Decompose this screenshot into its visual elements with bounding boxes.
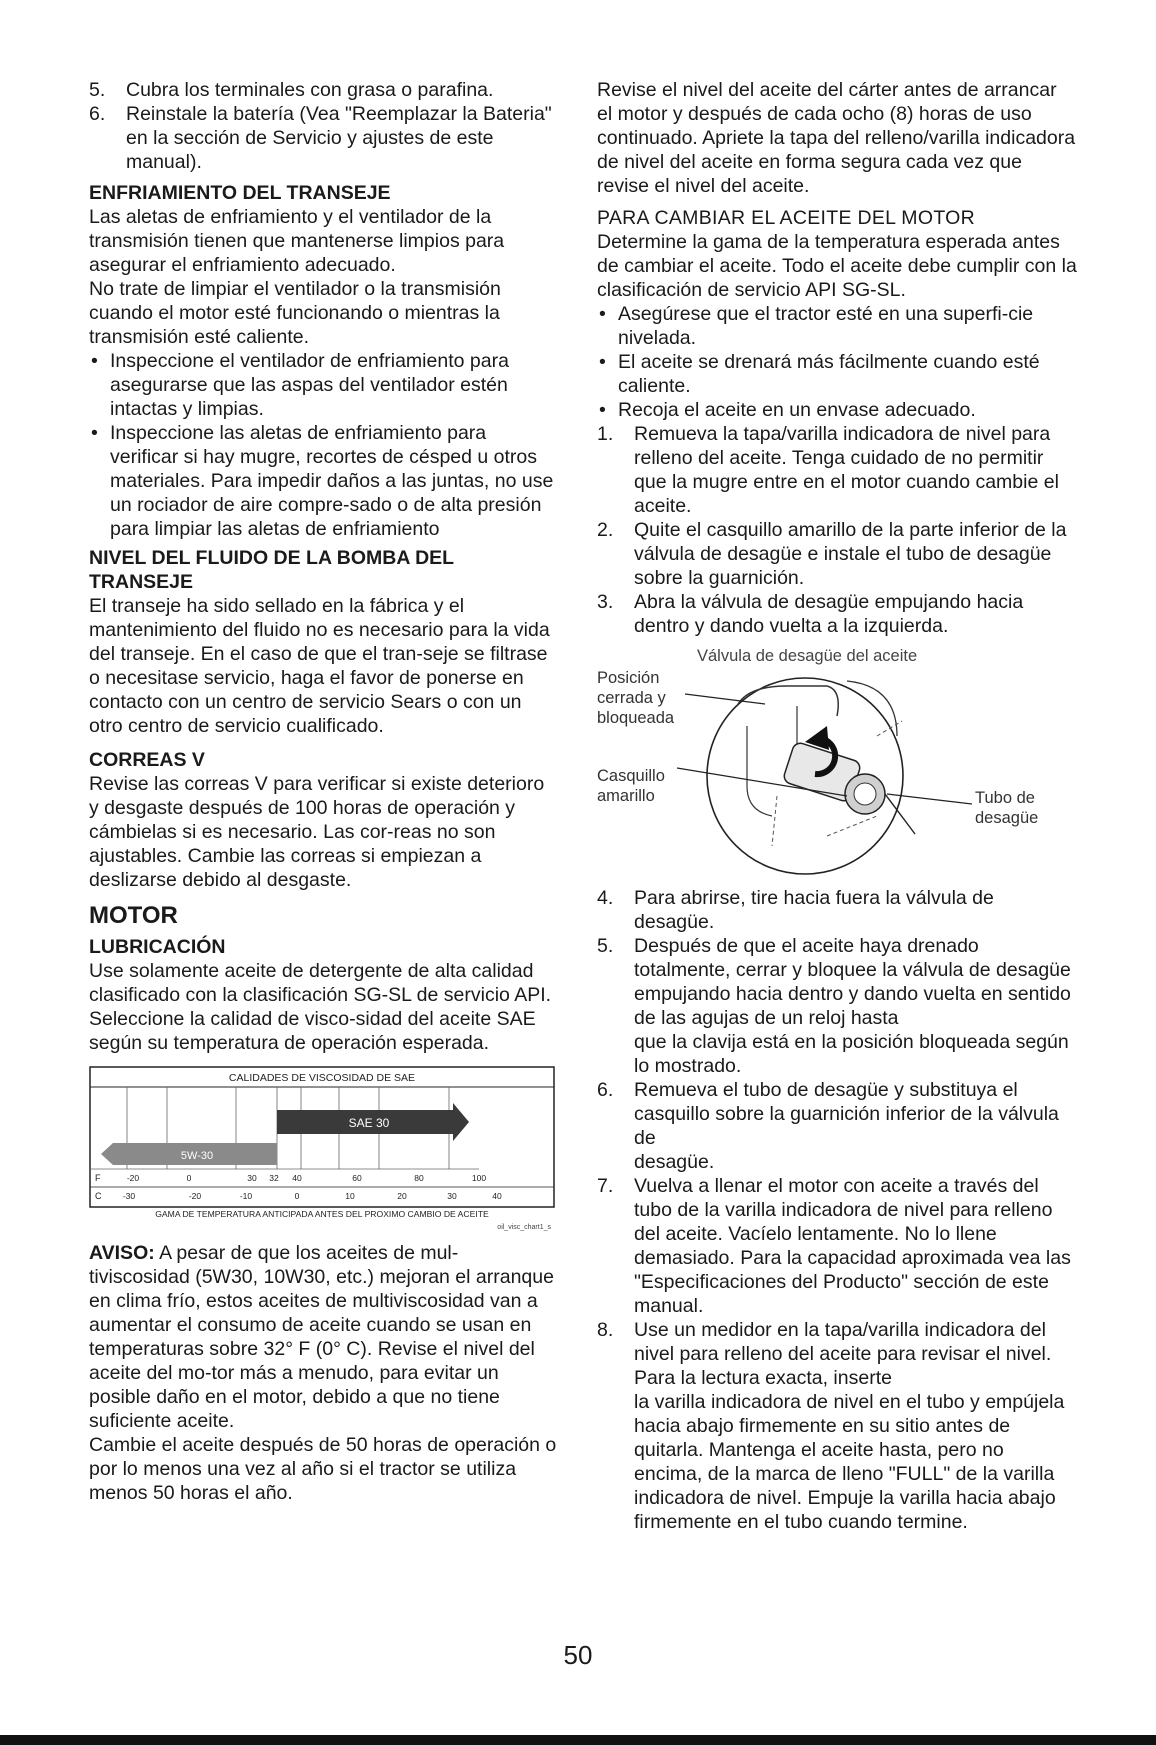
bullet-list <box>597 302 1077 422</box>
list-item: 6. Reinstale la batería (Vea "Reemplazar la Bateria" en la sección de Servicio y ajustes de este manual). <box>89 103 552 173</box>
list-item: 2. Quite el casquillo amarillo de la parte inferior de la válvula de desagüe e instale el tubo de desagüe sobre la guarnición. <box>597 519 1067 589</box>
tick-label: 10 <box>345 1191 355 1201</box>
drain-tube-label: Tubo de desagüe <box>975 789 1039 827</box>
tick-label: 80 <box>414 1173 424 1183</box>
paragraph: Revise las correas V para verificar si existe deterioro y desgaste después de 100 horas de operación y cámbielas si es necesario. Las cor-reas no son ajustables. Cambie las correas si empiezan a deslizarse debido al desgaste. <box>89 773 545 891</box>
page-number: 50 <box>563 1640 593 1670</box>
list-item: • El aceite se drenará más fácilmente cuando esté caliente. <box>599 351 1040 397</box>
bullet-list <box>89 349 559 541</box>
chart-footer: GAMA DE TEMPERATURA ANTICIPADA ANTES DEL PROXIMO CAMBIO DE ACEITE <box>155 1209 489 1219</box>
list-item: 3. Abra la válvula de desagüe empujando hacia dentro y dando vuelta a la izquierda. <box>597 591 1024 637</box>
tick-label: 40 <box>492 1191 502 1201</box>
list-item: 6. Remueva el tubo de desagüe y substituya el casquillo sobre la guarnición inferior de la válvula de desagüe. <box>597 1079 1059 1173</box>
left-column <box>89 78 559 1505</box>
bottom-rule <box>0 1735 1156 1745</box>
c-label: C <box>95 1191 102 1201</box>
paragraph: El transeje ha sido sellado en la fábrica y el mantenimiento del fluido no es necesario para la vida del transeje. En el caso de que el tran-seje se filtrase o necesitase servicio, haga el favor de ponerse en contacto con un centro de servicio Sears o con un otro centro de servicio cualificado. <box>89 595 550 737</box>
list-item: 8. Use un medidor en la tapa/varilla indicadora del nivel para relleno del aceite para revisar el nivel. Para la lectura exacta, inserte la varilla indicadora de nivel en el tubo y empújela hacia abajo firmemente en su sitio antes de quitarla. Mantenga el aceite hasta, pero no encima, de la marca de lleno "FULL" de la varilla indicadora de nivel. Empuje la varilla hacia abajo firmemente en el tubo cuando termine. <box>597 1319 1065 1533</box>
chart-code: oil_visc_chart1_s <box>497 1224 551 1231</box>
tick-label: -10 <box>239 1191 253 1201</box>
viscosity-chart <box>89 1065 557 1233</box>
list-item: 5. Cubra los terminales con grasa o parafina. <box>89 79 494 101</box>
section-heading-nivel: NIVEL DEL FLUIDO DE LA BOMBA DEL TRANSEJE <box>89 547 454 593</box>
paragraph: Cambie el aceite después de 50 horas de operación o por lo menos una vez al año si el tractor se utiliza menos 50 horas el año. <box>89 1434 557 1504</box>
tick-label: 100 <box>471 1173 487 1183</box>
paragraph: Revise el nivel del aceite del cárter antes de arrancar el motor y después de cada ocho (8) horas de uso continuado. Apriete la tapa del relleno/varilla indicadora de nivel del aceite en forma segura cada vez que revise el nivel del aceite. <box>597 79 1076 197</box>
tick-label: -30 <box>122 1191 136 1201</box>
aviso-label: AVISO: <box>89 1242 155 1264</box>
list-item: 4. Para abrirse, tire hacia fuera la válvula de desagüe. <box>597 887 994 933</box>
list-item: 7. Vuelva a llenar el motor con aceite a través del tubo de la varilla indicadora de nivel para relleno del aceite. Vacíelo lentamente. No lo llene demasiado. Para la capacidad aproximada vea las "Especificaciones del Producto" sección de este manual. <box>597 1175 1071 1317</box>
section-heading-cambiar: PARA CAMBIAR EL ACEITE DEL MOTOR <box>597 207 976 229</box>
figure-caption: Válvula de desagüe del aceite <box>697 647 918 665</box>
list-item: 5. Después de que el aceite haya drenado totalmente, cerrar y bloquee la válvula de desagüe empujando hacia dentro y dando vuelta en sentido de las agujas de un reloj hasta que la clavija está en la posición bloqueada según lo mostrado. <box>597 935 1071 1077</box>
f-label: F <box>95 1173 101 1183</box>
tick-label: -20 <box>126 1173 140 1183</box>
paragraph: Use solamente aceite de detergente de alta calidad clasificado con la clasificación SG-SL de servicio API. Seleccione la calidad de visco-sidad del aceite SAE según su temperatura de operación esperada. <box>89 960 552 1054</box>
list-item: • Inspeccione el ventilador de enfriamiento para asegurarse que las aspas del ventilador estén intactas y limpias. <box>91 350 509 420</box>
drain-valve-illustration <box>597 646 1077 886</box>
tick-label: 32 <box>269 1173 279 1183</box>
tick-label: 0 <box>186 1173 192 1183</box>
chart-title: CALIDADES DE VISCOSIDAD DE SAE <box>228 1072 416 1084</box>
list-item: • Inspeccione las aletas de enfriamiento para verificar si hay mugre, recortes de césped u otros materiales. Para impedir daños a las juntas, no use un rociador de aire compre-sado o de alta presión para limpiar las aletas de enfriamiento <box>91 422 554 540</box>
list-item: 1. Remueva la tapa/varilla indicadora de nivel para relleno del aceite. Tenga cuidado de no permitir que la mugre entre en el motor cuando cambie el aceite. <box>597 423 1059 517</box>
tick-label: 0 <box>294 1191 300 1201</box>
intro-list <box>89 78 559 174</box>
paragraph: No trate de limpiar el ventilador o la transmisión cuando el motor esté funcionando o mientras la transmisión esté caliente. <box>89 278 501 348</box>
right-column <box>597 78 1077 1534</box>
drain-valve-figure <box>597 646 1077 886</box>
bar-sae30-label: SAE 30 <box>348 1116 390 1130</box>
tick-label: 30 <box>447 1191 457 1201</box>
section-heading-motor: MOTOR <box>89 902 178 929</box>
tick-label: 60 <box>352 1173 362 1183</box>
paragraph: Determine la gama de la temperatura esperada antes de cambiar el aceite. Todo el aceite debe cumplir con la clasificación de servicio API SG-SL. <box>597 231 1077 301</box>
section-heading-correas: CORREAS V <box>89 749 205 771</box>
steps-list-2 <box>597 886 1077 1534</box>
paragraph: Las aletas de enfriamiento y el ventilador de la transmisión tienen que mantenerse limpios para asegurar el enfriamiento adecuado. <box>89 206 505 276</box>
list-item: • Asegúrese que el tractor esté en una superfi-cie nivelada. <box>599 303 1034 349</box>
tick-label: -20 <box>188 1191 202 1201</box>
closed-position-label: Posición cerrada y bloqueada <box>597 669 675 727</box>
list-item: • Recoja el aceite en un envase adecuado. <box>599 399 976 421</box>
bar-5w30-label: 5W-30 <box>180 1150 214 1162</box>
tick-label: 20 <box>397 1191 407 1201</box>
section-heading-lubricacion: LUBRICACIÓN <box>89 936 226 958</box>
tick-label: 40 <box>292 1173 302 1183</box>
steps-list <box>597 422 1077 638</box>
aviso-paragraph: AVISO: A pesar de que los aceites de mul-tiviscosidad (5W30, 10W30, etc.) mejoran el arranque en clima frío, estos aceites de multiviscosidad van a aumentar el consumo de aceite cuando se usan en temperaturas sobre 32° F (0° C). Revise el nivel del aceite del mo-tor más a menudo, para evitar un posible daño en el motor, debido a que no tiene suficiente aceite. <box>89 1242 554 1432</box>
yellow-cap-label: Casquillo amarillo <box>597 767 665 805</box>
tick-label: 30 <box>247 1173 257 1183</box>
section-heading-enfriamiento: ENFRIAMIENTO DEL TRANSEJE <box>89 182 391 204</box>
